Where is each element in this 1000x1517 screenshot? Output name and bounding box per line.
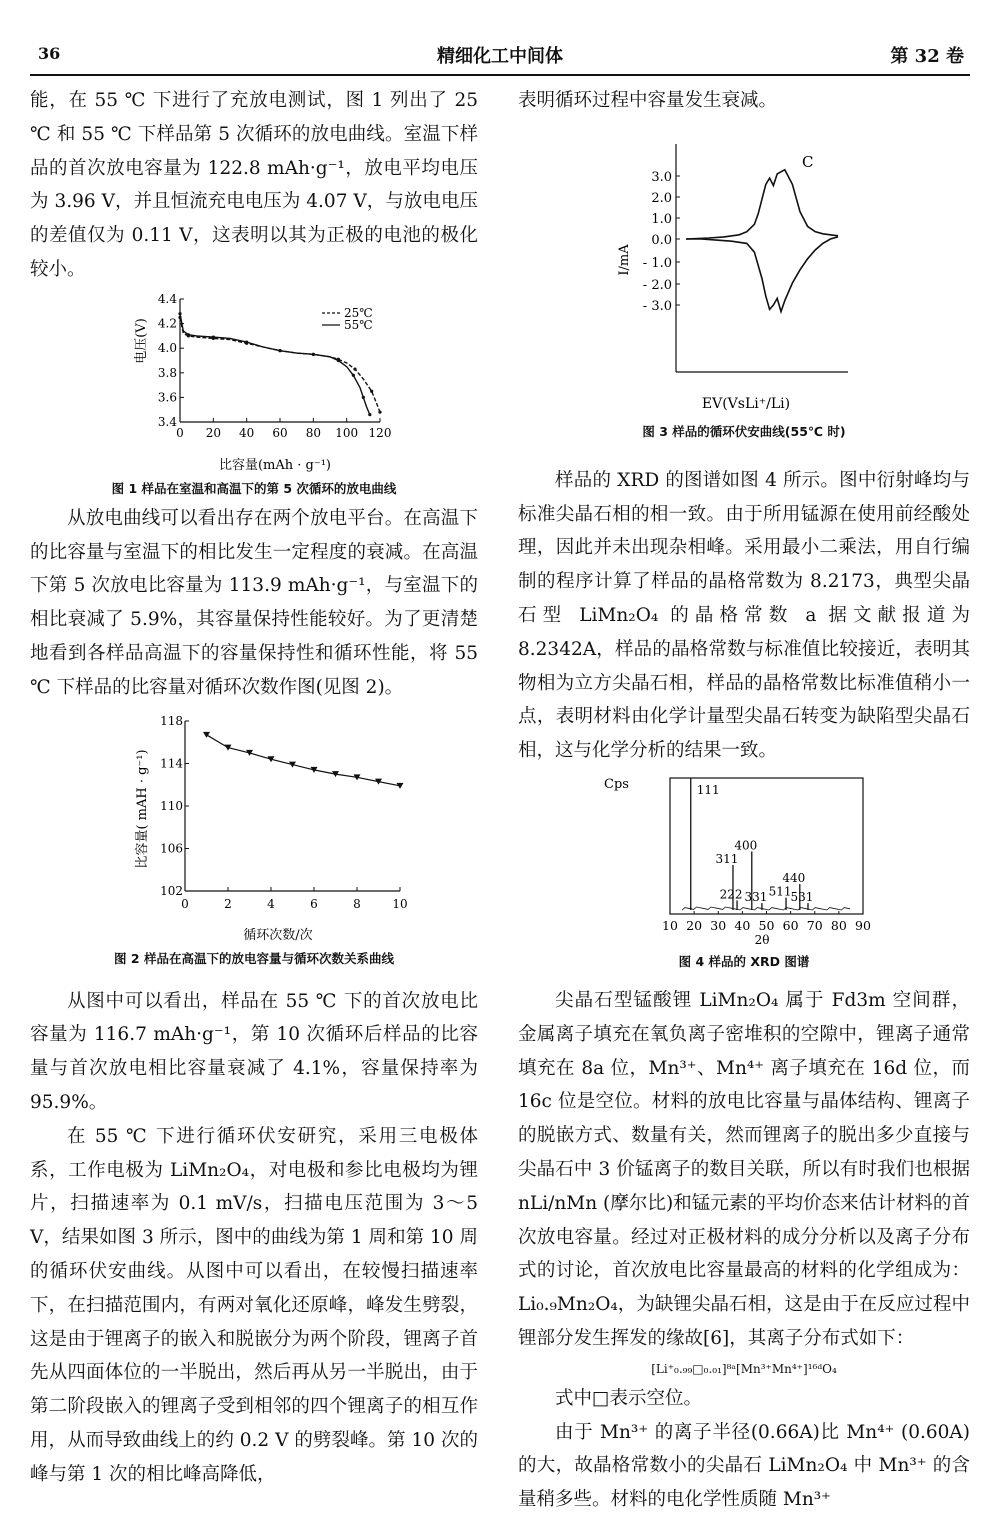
fig4-caption: 图 4 样品的 XRD 图谱 bbox=[678, 953, 810, 969]
left-column bbox=[30, 84, 478, 1492]
fig2-x-tick-label: 10 bbox=[392, 896, 408, 911]
fig4-x-axis-label: 2θ bbox=[754, 932, 770, 947]
fig3-y-tick-label: 0.0 bbox=[651, 232, 672, 248]
header-rule bbox=[30, 74, 970, 76]
fig4-peak-label: 111 bbox=[696, 782, 720, 797]
fig1-data-point bbox=[245, 340, 248, 343]
fig1-legend-label: 55℃ bbox=[344, 317, 373, 332]
volume-label: 第 32 卷 bbox=[890, 46, 964, 67]
fig1-y-tick-label: 3.6 bbox=[157, 390, 177, 405]
fig1-x-tick-label: 40 bbox=[239, 425, 255, 440]
fig1-data-point bbox=[352, 373, 355, 376]
fig2-x-axis-label: 循环次数/次 bbox=[243, 927, 313, 943]
right-column bbox=[518, 84, 970, 1517]
fig4-peak-label: 311 bbox=[715, 852, 739, 867]
fig1-legend-label: 25℃ bbox=[344, 305, 373, 320]
fig3-chart bbox=[518, 132, 970, 414]
fig1-data-point bbox=[312, 353, 315, 356]
page-number: 36 bbox=[38, 44, 61, 63]
fig1-y-tick-label: 4.2 bbox=[157, 316, 177, 331]
fig1-y-tick-label: 3.4 bbox=[157, 414, 177, 429]
fig1-y-axis-label: 电压(V) bbox=[134, 318, 149, 364]
fig1-y-tick-label: 3.8 bbox=[157, 365, 177, 380]
fig4-peak-label: 222 bbox=[719, 887, 743, 902]
fig1-x-tick-label: 100 bbox=[335, 425, 359, 440]
fig2-caption: 图 2 样品在高温下的放电容量与循环次数关系曲线 bbox=[114, 950, 394, 966]
fig3-caption: 图 3 样品的循环伏安曲线(55℃ 时) bbox=[642, 423, 846, 439]
figure-4 bbox=[518, 774, 970, 980]
fig1-data-point bbox=[337, 359, 340, 362]
page-header bbox=[0, 0, 1000, 75]
fig2-y-tick-label: 118 bbox=[160, 713, 183, 728]
fig4-peak-label: 531 bbox=[790, 890, 814, 905]
fig4-x-tick-label: 80 bbox=[830, 917, 847, 933]
paragraph: 能，在 55 ℃ 下进行了充放电测试，图 1 列出了 25 ℃ 和 55 ℃ 下样品第 5 次循环的放电曲线。室温下样品的首次放电容量为 122.8 mAh·g⁻¹，放电平均电压为 3.96 V，并且恒流充电电压为 4.07 V，与放电电压的差值仅为 0.11 V，这表明以其为正极的电池的极化较小。 bbox=[30, 90, 478, 280]
fig3-x-axis-label: EV(VsLi⁺/Li) bbox=[701, 395, 791, 412]
fig4-x-tick-label: 10 bbox=[662, 917, 678, 933]
fig4-peak-label: 440 bbox=[782, 871, 806, 886]
fig4-x-tick-label: 60 bbox=[782, 917, 799, 933]
fig2-data-point bbox=[225, 744, 232, 750]
figure-1 bbox=[30, 287, 478, 502]
paragraph: 式中□表示空位。 bbox=[555, 1387, 702, 1409]
fig1-x-tick-label: 20 bbox=[205, 425, 221, 440]
paragraph: 在 55 ℃ 下进行循环伏安研究，采用三电极体系，工作电极为 LiMn₂O₄，对电极和参比电极均为锂片，扫描速率为 0.1 mV/s，扫描电压范围为 3～5 V，结果如图 3 所示，图中的曲线为第 1 周和第 10 周的循环伏安曲线。从图中可以看出，在较慢扫描速率下，在扫描范围内，有两对氧化还原峰，峰发生劈裂，这是由于锂离子的嵌入和脱嵌分为两个阶段，锂离子首先从四面体位的一半脱出，然后再从另一半脱出，由于第二阶段嵌入的锂离子受到相邻的四个锂离子的相互作用，从而导致曲线上的约 0.2 V 的劈裂峰。第 10 次的峰与第 1 次的相比峰高降低， bbox=[30, 1125, 478, 1485]
fig2-x-tick-label: 6 bbox=[310, 896, 318, 911]
paragraph: 尖晶石型锰酸锂 LiMn₂O₄ 属于 Fd3m 空间群，金属离子填充在氧负离子密堆积的空隙中，锂离子通常填充在 8a 位，Mn³⁺、Mn⁴⁺ 离子填充在 16d 位，而 16c 位是空位。材料的放电比容量与晶体结构、锂离子的脱嵌方式、数量有关，然而锂离子的脱出多少直接与尖晶石中 3 价锰离子的数目关联，所以有时我们也根据 nLi/nMn (摩尔比)和锰元素的平均价态来估计材料的首次放电容量。经过对正极材料的成分分析以及离子分布式的讨论，首次放电比容量最高的材料的化学组成为：Li₀.₉Mn₂O₄，为缺锂尖晶石相，这是由于在反应过程中锂部分发生挥发的缘故[6]，其离子分布式如下： bbox=[518, 989, 970, 1349]
fig2-x-tick-label: 4 bbox=[267, 896, 275, 911]
fig3-series-line bbox=[686, 169, 838, 238]
fig1-x-axis-label: 比容量(mAh · g⁻¹) bbox=[218, 457, 332, 473]
paragraph: 由于 Mn³⁺ 的离子半径(0.66A)比 Mn⁴⁺ (0.60A)的大，故晶格常数小的尖晶石 LiMn₂O₄ 中 Mn³⁺ 的含量稍多些。材料的电化学性质随 Mn³⁺ bbox=[518, 1421, 970, 1511]
fig2-series-line bbox=[207, 734, 401, 785]
fig3-y-axis-label: I/mA bbox=[617, 244, 632, 276]
fig4-y-axis-label: Cps bbox=[604, 776, 629, 792]
fig4-x-tick-label: 20 bbox=[686, 917, 703, 933]
fig1-data-point bbox=[368, 413, 371, 416]
fig1-y-tick-label: 4.0 bbox=[157, 340, 177, 355]
fig4-chart bbox=[518, 774, 970, 960]
fig4-x-tick-label: 70 bbox=[806, 917, 823, 933]
fig1-data-point bbox=[362, 396, 365, 399]
figure-3 bbox=[518, 132, 970, 442]
fig4-peak-label: 400 bbox=[734, 838, 758, 853]
fig1-x-tick-label: 0 bbox=[176, 425, 184, 440]
fig1-y-tick-label: 4.4 bbox=[157, 291, 177, 306]
fig1-data-point bbox=[353, 367, 356, 370]
fig1-data-point bbox=[212, 335, 215, 338]
fig1-caption: 图 1 样品在室温和高温下的第 5 次循环的放电曲线 bbox=[111, 480, 397, 496]
fig1-x-tick-label: 80 bbox=[305, 425, 321, 440]
fig3-annotation: C bbox=[802, 152, 814, 171]
journal-title: 精细化工中间体 bbox=[437, 46, 563, 67]
fig3-y-tick-label: 1.0 bbox=[651, 211, 672, 227]
fig2-y-tick-label: 102 bbox=[160, 883, 183, 898]
paragraph: 从放电曲线可以看出存在两个放电平台。在高温下的比容量与室温下的相比发生一定程度的衰减。在高温下第 5 次放电比容量为 113.9 mAh·g⁻¹，与室温下的相比衰减了 5.9%，其容量保持性能较好。为了更清楚地看到各样品高温下的容量保持性和循环性能，将 55 ℃ 下样品的比容量对循环次数作图(见图 2)。 bbox=[30, 507, 478, 698]
fig2-x-tick-label: 2 bbox=[224, 896, 232, 911]
fig4-baseline bbox=[682, 907, 850, 910]
fig2-y-tick-label: 110 bbox=[160, 798, 183, 813]
fig2-chart bbox=[30, 709, 478, 947]
fig1-data-point bbox=[278, 349, 281, 352]
paragraph: 样品的 XRD 的图谱如图 4 所示。图中衍射峰均与标准尖晶石相的相一致。由于所用锰源在使用前经酸处理，因此并未出现杂相峰。采用最小二乘法，用自行编制的程序计算了样品的晶格常数为 8.2173，典型尖晶石型 LiMn₂O₄ 的晶格常数 a 据文献报道为 8.2342A，样品的晶格常数与标准值比较接近，表明其物相为立方尖晶石相，样品的晶格常数比标准值稍小一点，表明材料由化学计量型尖晶石转变为缺陷型尖晶石相，这与化学分析的结果一致。 bbox=[518, 469, 970, 762]
fig2-x-tick-label: 8 bbox=[353, 896, 361, 911]
fig2-x-tick-label: 0 bbox=[181, 896, 189, 911]
fig2-y-tick-label: 114 bbox=[160, 756, 183, 771]
fig4-peak-label: 511 bbox=[768, 884, 792, 899]
fig4-x-tick-label: 50 bbox=[758, 917, 775, 933]
fig1-data-point bbox=[370, 389, 373, 392]
paragraph: 从图中可以看出，样品在 55 ℃ 下的首次放电比容量为 116.7 mAh·g⁻¹，第 10 次循环后样品的比容量与首次放电相比容量衰减了 4.1%，容量保持率为 95.9%。 bbox=[30, 990, 478, 1113]
fig2-y-tick-label: 106 bbox=[160, 841, 183, 856]
paragraph: 表明循环过程中容量发生衰减。 bbox=[518, 90, 778, 111]
fig4-x-tick-label: 30 bbox=[710, 917, 727, 933]
fig1-x-tick-label: 120 bbox=[368, 425, 392, 440]
fig2-y-axis-label: 比容量( mAH · g⁻¹) bbox=[135, 749, 150, 869]
fig3-y-tick-label: 2.0 bbox=[651, 190, 672, 206]
ion-distribution-formula: [Li⁺₀.₉₉□₀.₀₁]⁸ᵃ[Mn³⁺Mn⁴⁺]¹⁶ᵈO₄ bbox=[651, 1361, 837, 1376]
fig1-data-point bbox=[378, 410, 381, 413]
fig4-x-tick-label: 90 bbox=[855, 917, 871, 933]
fig4-x-tick-label: 40 bbox=[734, 917, 751, 933]
fig3-series-line bbox=[686, 237, 838, 312]
fig1-x-tick-label: 60 bbox=[272, 425, 288, 440]
fig1-series-line bbox=[180, 314, 370, 415]
fig4-peak-label: 331 bbox=[744, 890, 768, 905]
fig3-y-tick-label: - 3.0 bbox=[642, 298, 672, 314]
fig3-y-tick-label: - 2.0 bbox=[642, 277, 672, 293]
figure-2 bbox=[30, 709, 478, 979]
fig1-data-point bbox=[187, 333, 190, 336]
fig3-y-tick-label: - 1.0 bbox=[642, 255, 672, 271]
fig1-chart bbox=[30, 287, 478, 477]
fig3-y-tick-label: 3.0 bbox=[651, 169, 672, 185]
